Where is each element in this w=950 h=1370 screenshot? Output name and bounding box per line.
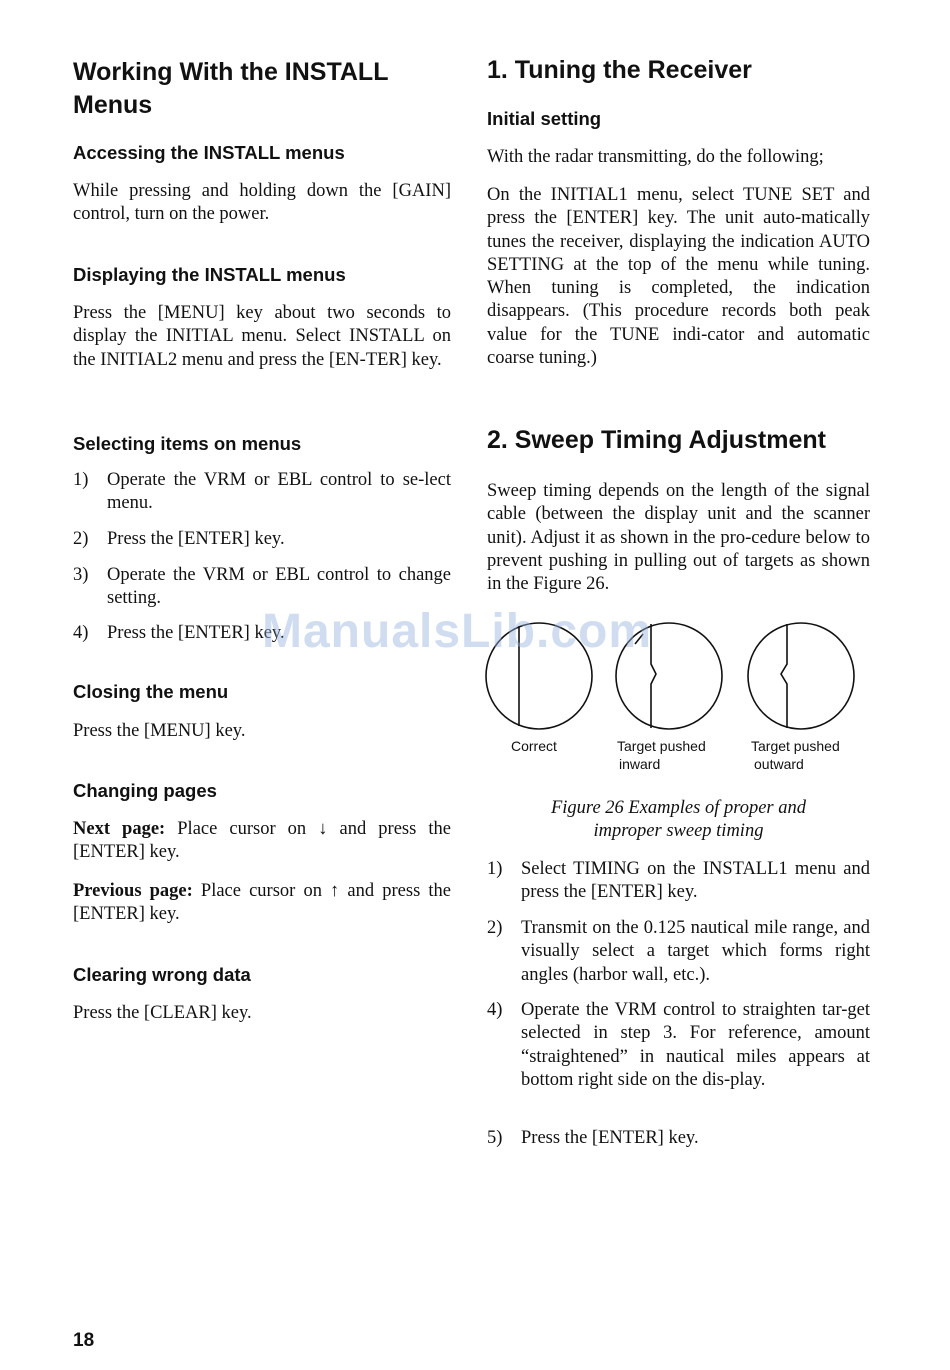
list-item bbox=[487, 1127, 870, 1150]
item-text: Select TIMING on the INSTALL1 menu and press the [ENTER] key. bbox=[521, 859, 870, 903]
displaying-text: Press the [MENU] key about two seconds to display the INITIAL menu. Select INSTALL on the INITIAL2 menu and press the [EN-TER] key. bbox=[73, 303, 451, 370]
item-number: 5) bbox=[487, 1128, 503, 1148]
item-number: 2) bbox=[73, 529, 89, 549]
clearing-text: Press the [CLEAR] key. bbox=[73, 1003, 252, 1023]
figure-label-inward bbox=[617, 737, 706, 773]
item-text: Operate the VRM or EBL control to change setting. bbox=[107, 565, 451, 609]
item-text: Operate the VRM or EBL control to se-lect menu. bbox=[107, 470, 451, 514]
previous-page-text bbox=[73, 880, 451, 927]
accessing-heading: Accessing the INSTALL menus bbox=[73, 142, 345, 163]
next-page-text bbox=[73, 818, 451, 865]
initial-setting-heading: Initial setting bbox=[487, 108, 602, 129]
item-text: Press the [ENTER] key. bbox=[107, 623, 285, 643]
tuning-intro-text: With the radar transmitting, do the following; bbox=[487, 147, 824, 167]
displaying-heading: Displaying the INSTALL menus bbox=[73, 264, 346, 285]
clearing-heading: Clearing wrong data bbox=[73, 964, 251, 985]
page-title-line2: Menus bbox=[73, 91, 153, 119]
pushed-outward-scope-diagram bbox=[748, 623, 854, 729]
list-item bbox=[487, 858, 870, 905]
item-text: Operate the VRM control to straighten tar-get selected in step 3. For reference, amount “straightened” in nautical miles appears at bottom right side on the dis-play. bbox=[521, 1000, 870, 1090]
list-item bbox=[487, 917, 870, 987]
figure-caption-line1: Figure 26 Examples of proper and bbox=[550, 798, 807, 818]
figure-label-outward-line2: outward bbox=[754, 756, 804, 772]
figure-label-inward-line1: Target pushed bbox=[617, 738, 706, 754]
changing-heading: Changing pages bbox=[73, 780, 217, 801]
next-page-instruction: Place cursor on ↓ and press the [ENTER] key. bbox=[73, 819, 451, 863]
figure-label-outward bbox=[751, 737, 840, 773]
item-text: Transmit on the 0.125 nautical mile range, and visually select a target which forms right angles (harbor wall, etc.). bbox=[521, 918, 870, 985]
page-title bbox=[73, 56, 451, 122]
item-number: 4) bbox=[73, 623, 89, 643]
figure-caption bbox=[487, 797, 870, 844]
page-title-line1: Working With the INSTALL bbox=[73, 58, 389, 86]
figure-label-inward-line2: inward bbox=[619, 756, 661, 772]
item-number: 4) bbox=[487, 1000, 503, 1020]
figure-label-outward-line1: Target pushed bbox=[751, 738, 840, 754]
selecting-heading: Selecting items on menus bbox=[73, 433, 302, 454]
closing-heading: Closing the menu bbox=[73, 681, 229, 702]
sweep-title: 2. Sweep Timing Adjustment bbox=[487, 426, 826, 454]
item-text: Press the [ENTER] key. bbox=[521, 1128, 699, 1148]
previous-page-instruction: Place cursor on ↑ and press the [ENTER] key. bbox=[73, 881, 451, 925]
figure-label-correct: Correct bbox=[511, 738, 557, 754]
item-number: 3) bbox=[73, 565, 89, 585]
page-number: 18 bbox=[73, 1330, 95, 1351]
tuning-procedure-text: On the INITIAL1 menu, select TUNE SET and press the [ENTER] key. The unit auto-matically tunes the receiver, displaying the indication AUTO SETTING at the top of the menu while tuning. When tuning is completed, the indication disappears. (This procedure records both peak value for the TUNE indi-cator and automatic coarse tuning.) bbox=[487, 185, 870, 369]
item-text: Press the [ENTER] key. bbox=[107, 529, 285, 549]
sweep-intro-text: Sweep timing depends on the length of the signal cable (between the display unit and the scanner unit). Adjust it as shown in the pro-cedure below to prevent pushing in pulling out of targets as shown in the Figure 26. bbox=[487, 481, 870, 595]
item-number: 1) bbox=[73, 470, 89, 490]
closing-text: Press the [MENU] key. bbox=[73, 721, 246, 741]
watermark: ManualsLib.com bbox=[262, 605, 653, 658]
item-number: 1) bbox=[487, 859, 503, 879]
list-item bbox=[73, 528, 451, 551]
previous-page-label: Previous page: bbox=[73, 881, 193, 901]
list-item bbox=[73, 469, 451, 516]
list-item bbox=[487, 999, 870, 1092]
figure-caption-line2: improper sweep timing bbox=[593, 821, 764, 842]
tuning-title: 1. Tuning the Receiver bbox=[487, 56, 752, 84]
item-number: 2) bbox=[487, 918, 503, 938]
accessing-text: While pressing and holding down the [GAIN] control, turn on the power. bbox=[73, 181, 451, 225]
next-page-label: Next page: bbox=[73, 819, 166, 839]
